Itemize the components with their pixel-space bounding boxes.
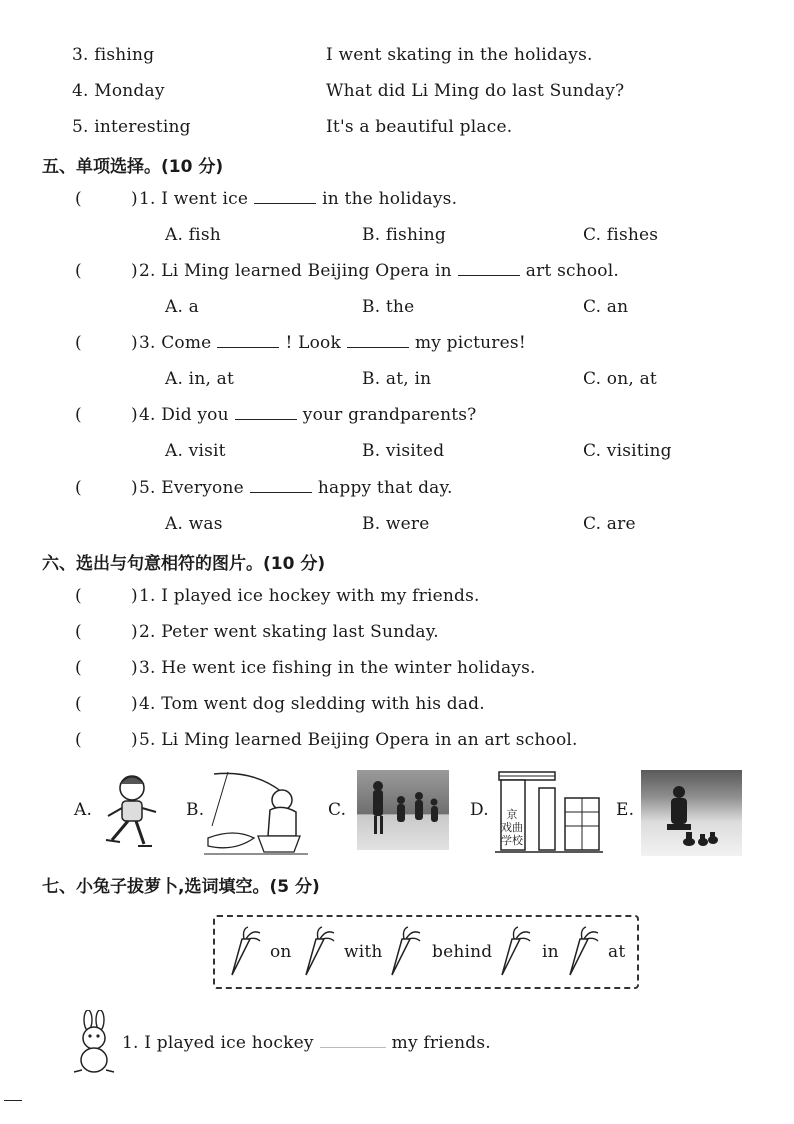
- s5-q5-option-a[interactable]: A. was: [165, 514, 223, 534]
- s5-q5-post: happy that day.: [317, 478, 453, 498]
- match-left-3: 3. fishing: [72, 45, 155, 65]
- answer-paren-close[interactable]: ): [131, 730, 138, 750]
- match-right-3: I went skating in the holidays.: [326, 45, 593, 65]
- s5-q1-pre: 1. I went ice: [139, 189, 249, 209]
- section7-title: 七、小兔子拔萝卜,选词填空。(5 分): [42, 877, 320, 897]
- answer-blank[interactable]: [254, 189, 316, 204]
- match-left-4: 4. Monday: [72, 81, 165, 101]
- match-left-5: 5. interesting: [72, 117, 191, 137]
- carrot-icon: [384, 925, 424, 977]
- s6-q4: 4. Tom went dog sledding with his dad.: [139, 694, 485, 714]
- carrot-icon: [224, 925, 264, 977]
- s5-q3-pre: 3. Come: [139, 333, 212, 353]
- s5-q3-option-c[interactable]: C. on, at: [583, 369, 657, 389]
- word-behind[interactable]: behind: [432, 942, 493, 962]
- s5-q4-option-a[interactable]: A. visit: [165, 441, 226, 461]
- answer-blank[interactable]: [217, 333, 279, 348]
- s5-q4-post: your grandparents?: [302, 405, 477, 425]
- word-on[interactable]: on: [270, 942, 292, 962]
- s5-q1-option-b[interactable]: B. fishing: [362, 225, 446, 245]
- answer-paren-open: (: [75, 333, 82, 353]
- s5-q4-stem: [139, 405, 476, 425]
- s5-q1-stem: [139, 189, 457, 209]
- picture-label-d: D.: [470, 800, 489, 820]
- s5-q1-option-c[interactable]: C. fishes: [583, 225, 659, 245]
- s5-q4-option-b[interactable]: B. visited: [362, 441, 445, 461]
- s5-q2-pre: 2. Li Ming learned Beijing Opera in: [139, 261, 452, 281]
- section6-title: 六、选出与句意相符的图片。(10 分): [42, 554, 326, 574]
- dog-sledding-photo[interactable]: [641, 770, 742, 856]
- dog-sled-figures: [641, 770, 742, 856]
- s5-q1-post: in the holidays.: [322, 189, 458, 209]
- answer-blank[interactable]: [320, 1033, 386, 1048]
- s5-q2-post: art school.: [525, 261, 619, 281]
- s5-q3-stem: [139, 333, 526, 353]
- rabbit-icon: [70, 1010, 118, 1074]
- s5-q5-stem: [139, 478, 453, 498]
- s5-q2-option-a[interactable]: A. a: [165, 297, 200, 317]
- carrot-icon: [298, 925, 338, 977]
- footer-rule: [4, 1100, 22, 1101]
- match-right-5: It's a beautiful place.: [326, 117, 513, 137]
- s5-q4-option-c[interactable]: C. visiting: [583, 441, 672, 461]
- school-sign-line-2: 戏曲: [501, 821, 523, 834]
- school-sign-line-1: 京: [506, 808, 518, 821]
- hockey-players-figures: [357, 770, 449, 850]
- answer-blank[interactable]: [235, 405, 297, 420]
- answer-paren-open: (: [75, 658, 82, 678]
- s5-q3-post: my pictures!: [414, 333, 526, 353]
- answer-paren-close[interactable]: ): [131, 658, 138, 678]
- s6-q2: 2. Peter went skating last Sunday.: [139, 622, 439, 642]
- s5-q3-option-a[interactable]: A. in, at: [165, 369, 235, 389]
- s5-q2-option-b[interactable]: B. the: [362, 297, 415, 317]
- answer-paren-close[interactable]: ): [131, 478, 138, 498]
- carrot-icon: [562, 925, 602, 977]
- s5-q3-mid: ! Look: [285, 333, 341, 353]
- school-sign: [501, 808, 523, 847]
- answer-paren-close[interactable]: ): [131, 405, 138, 425]
- s7-q1-pre: 1. I played ice hockey: [122, 1033, 314, 1053]
- answer-paren-open: (: [75, 586, 82, 606]
- answer-paren-close[interactable]: ): [131, 586, 138, 606]
- s6-q5: 5. Li Ming learned Beijing Opera in an art school.: [139, 730, 578, 750]
- s5-q5-option-b[interactable]: B. were: [362, 514, 430, 534]
- word-in[interactable]: in: [542, 942, 559, 962]
- answer-blank[interactable]: [347, 333, 409, 348]
- answer-paren-close[interactable]: ): [131, 261, 138, 281]
- s7-q1: [122, 1033, 491, 1053]
- answer-paren-open: (: [75, 405, 82, 425]
- answer-paren-close[interactable]: ): [131, 694, 138, 714]
- s5-q4-pre: 4. Did you: [139, 405, 229, 425]
- picture-label-e: E.: [616, 800, 635, 820]
- s7-q1-post: my friends.: [391, 1033, 491, 1053]
- answer-paren-open: (: [75, 622, 82, 642]
- s5-q2-option-c[interactable]: C. an: [583, 297, 629, 317]
- s5-q3-option-b[interactable]: B. at, in: [362, 369, 432, 389]
- answer-paren-open: (: [75, 694, 82, 714]
- school-sign-line-3: 学校: [501, 834, 523, 847]
- answer-paren-open: (: [75, 261, 82, 281]
- picture-label-c: C.: [328, 800, 347, 820]
- answer-paren-open: (: [75, 478, 82, 498]
- match-right-4: What did Li Ming do last Sunday?: [326, 81, 625, 101]
- skating-child-picture[interactable]: [98, 768, 164, 852]
- answer-paren-open: (: [75, 730, 82, 750]
- answer-blank[interactable]: [250, 478, 312, 493]
- answer-blank[interactable]: [458, 261, 520, 276]
- picture-label-b: B.: [186, 800, 205, 820]
- section5-title: 五、单项选择。(10 分): [42, 157, 224, 177]
- word-with[interactable]: with: [344, 942, 383, 962]
- s6-q1: 1. I played ice hockey with my friends.: [139, 586, 480, 606]
- s6-q3: 3. He went ice fishing in the winter holidays.: [139, 658, 536, 678]
- s5-q5-option-c[interactable]: C. are: [583, 514, 636, 534]
- answer-paren-open: (: [75, 189, 82, 209]
- ice-fishing-picture[interactable]: [204, 766, 308, 856]
- s5-q2-stem: [139, 261, 619, 281]
- answer-paren-close[interactable]: ): [131, 622, 138, 642]
- answer-paren-close[interactable]: ): [131, 189, 138, 209]
- picture-label-a: A.: [74, 800, 93, 820]
- answer-paren-close[interactable]: ): [131, 333, 138, 353]
- word-at[interactable]: at: [608, 942, 626, 962]
- ice-hockey-photo[interactable]: [357, 770, 449, 850]
- carrot-icon: [494, 925, 534, 977]
- s5-q1-option-a[interactable]: A. fish: [165, 225, 221, 245]
- s5-q5-pre: 5. Everyone: [139, 478, 244, 498]
